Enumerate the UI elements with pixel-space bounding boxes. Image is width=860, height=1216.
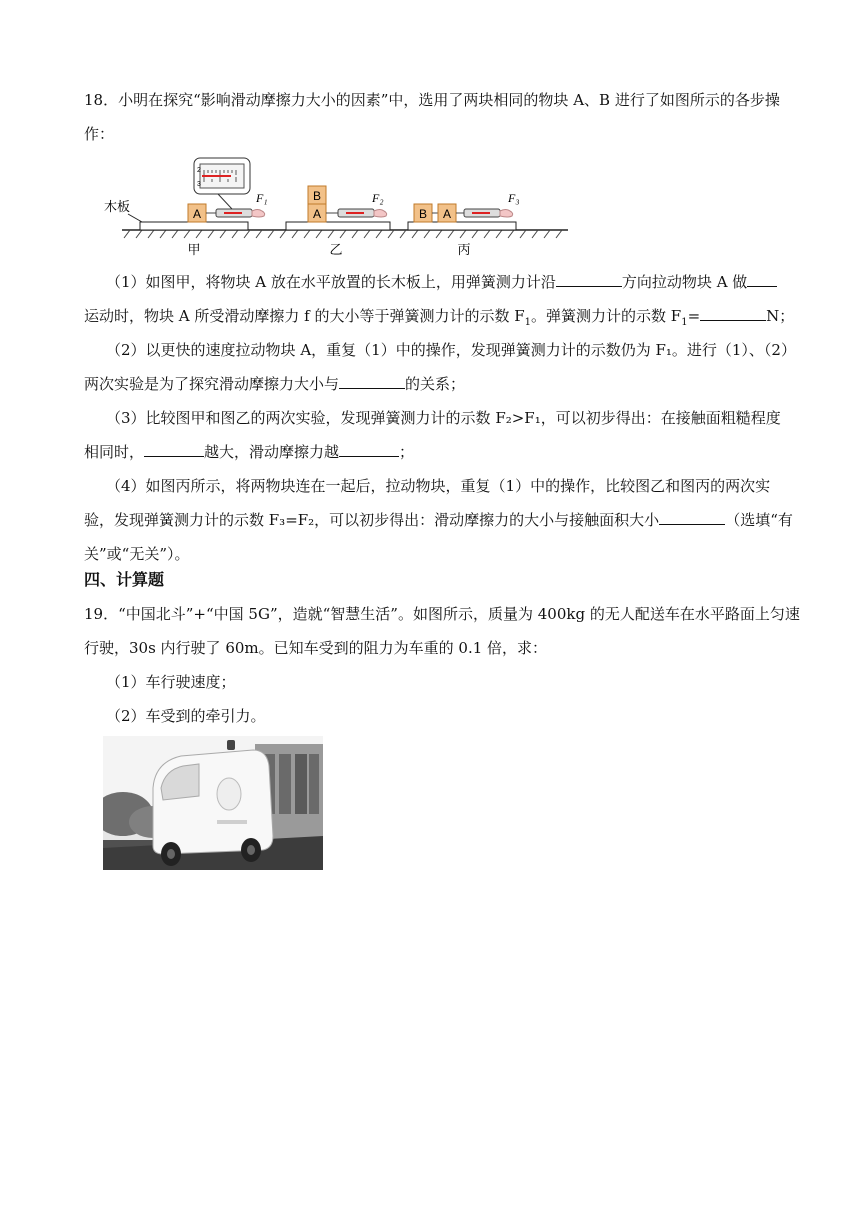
answer-blank-pressure[interactable] (144, 442, 204, 457)
hand-icon (500, 210, 513, 218)
q18-part1-line1 (106, 272, 804, 292)
q18-part2-text-a: 两次实验是为了探究滑动摩擦力大小与 (84, 375, 340, 393)
q18-part4-text-b: （选填“有 (725, 511, 793, 529)
board-label: 木板 (104, 199, 131, 214)
q18-part3-text-b: 越大，滑动摩擦力越 (204, 443, 340, 461)
board-yi (286, 222, 390, 230)
board-jia (140, 222, 248, 230)
answer-blank-relation[interactable] (659, 510, 725, 525)
q18-part3-text-a: 相同时， (84, 443, 145, 461)
q19-stem-line2: 行驶，30s 内行驶了 60m。已知车受到的阻力为车重的 0.1 倍，求： (84, 639, 548, 657)
q18-part1-text-d: 。弹簧测力计的示数 F (531, 307, 682, 325)
q18-part4-text-a: 验，发现弹簧测力计的示数 F₃=F₂，可以初步得出：滑动摩擦力的大小与接触面积大小 (84, 511, 660, 529)
callout-leader (218, 194, 232, 209)
q18-part1-line2: 运动时，物块 A 所受滑动摩擦力 f 的大小等于弹簧测力计的示数 $F_1$。弹簧测力计的示数 $F_1= N$； (84, 307, 795, 328)
hand-icon (374, 210, 387, 218)
gauge-tick-3: 3 (197, 181, 201, 188)
block-a-jia-label: A (192, 207, 202, 221)
force-label-f3: F₃ (508, 191, 520, 205)
q18-part4-line3: 关”或“无关”）。 (84, 545, 190, 563)
q18-part4-line2 (84, 510, 804, 530)
q19-stem-line1: 19．“中国北斗”+“中国 5G”，造就“智慧生活”。如图所示，质量为 400kg 的无人配送车在水平路面上匀速 (84, 605, 800, 623)
q18-part3-line1: （3）比较图甲和图乙的两次实验，发现弹簧测力计的示数 F₂>F₁，可以初步得出：在接触面粗糙程度 (106, 409, 781, 427)
q18-part1-text-a: （1）如图甲，将物块 A 放在水平放置的长木板上，用弹簧测力计沿 (106, 273, 556, 291)
answer-blank-larger[interactable] (339, 442, 399, 457)
hand-icon (252, 210, 265, 218)
q18-part1-text-f: N； (766, 307, 795, 325)
q18-part1-text-e: = (687, 307, 701, 325)
board-label-leader (128, 214, 142, 222)
force-label-f2: F₂ (372, 191, 384, 205)
caption-bing: 丙 (457, 243, 471, 258)
q18-part3-text-c: ； (399, 443, 415, 461)
caption-jia: 甲 (187, 243, 201, 258)
section-heading: 四、计算题 (84, 570, 165, 589)
block-a-bing-label: A (442, 207, 452, 221)
friction-experiment-figure (100, 156, 572, 260)
q18-part2-text-b: 的关系； (405, 375, 466, 393)
q18-stem-line2: 作： (84, 125, 115, 143)
q18-part3-line2 (84, 442, 804, 462)
board-bing (408, 222, 516, 230)
gauge-tick-2: 2 (197, 167, 201, 174)
answer-blank-motion[interactable] (747, 272, 777, 287)
ground-hatch (124, 230, 562, 238)
block-b-yi-label: B (312, 189, 322, 203)
q18-part1-text-c: 运动时，物块 A 所受滑动摩擦力 f 的大小等于弹簧测力计的示数 F (84, 307, 525, 325)
answer-blank-direction[interactable] (556, 272, 622, 287)
q19-sub1: （1）车行驶速度； (106, 673, 236, 691)
answer-blank-reading[interactable] (700, 306, 766, 321)
caption-yi: 乙 (329, 243, 343, 258)
q18-part1-text-b: 方向拉动物块 A 做 (621, 273, 748, 291)
block-b-bing-label: B (418, 207, 428, 221)
q18-part4-line1: （4）如图丙所示，将两物块连在一起后，拉动物块，重复（1）中的操作，比较图乙和图丙的两次实 (106, 477, 771, 495)
q18-stem-line1: 18．小明在探究“影响滑动摩擦力大小的因素”中，选用了两块相同的物块 A、B 进行了如图所示的各步操 (84, 91, 780, 109)
q18-part2-line1: （2）以更快的速度拉动物块 A，重复（1）中的操作，发现弹簧测力计的示数仍为 F₁。进行（1）、（2） (106, 341, 796, 359)
block-a-yi-label: A (312, 207, 322, 221)
answer-blank-factor[interactable] (339, 374, 405, 389)
force-label-f1: F₁ (256, 191, 268, 205)
delivery-vehicle-photo (103, 736, 323, 870)
q18-part2-line2 (84, 374, 804, 394)
q19-sub2: （2）车受到的牵引力。 (106, 707, 266, 725)
